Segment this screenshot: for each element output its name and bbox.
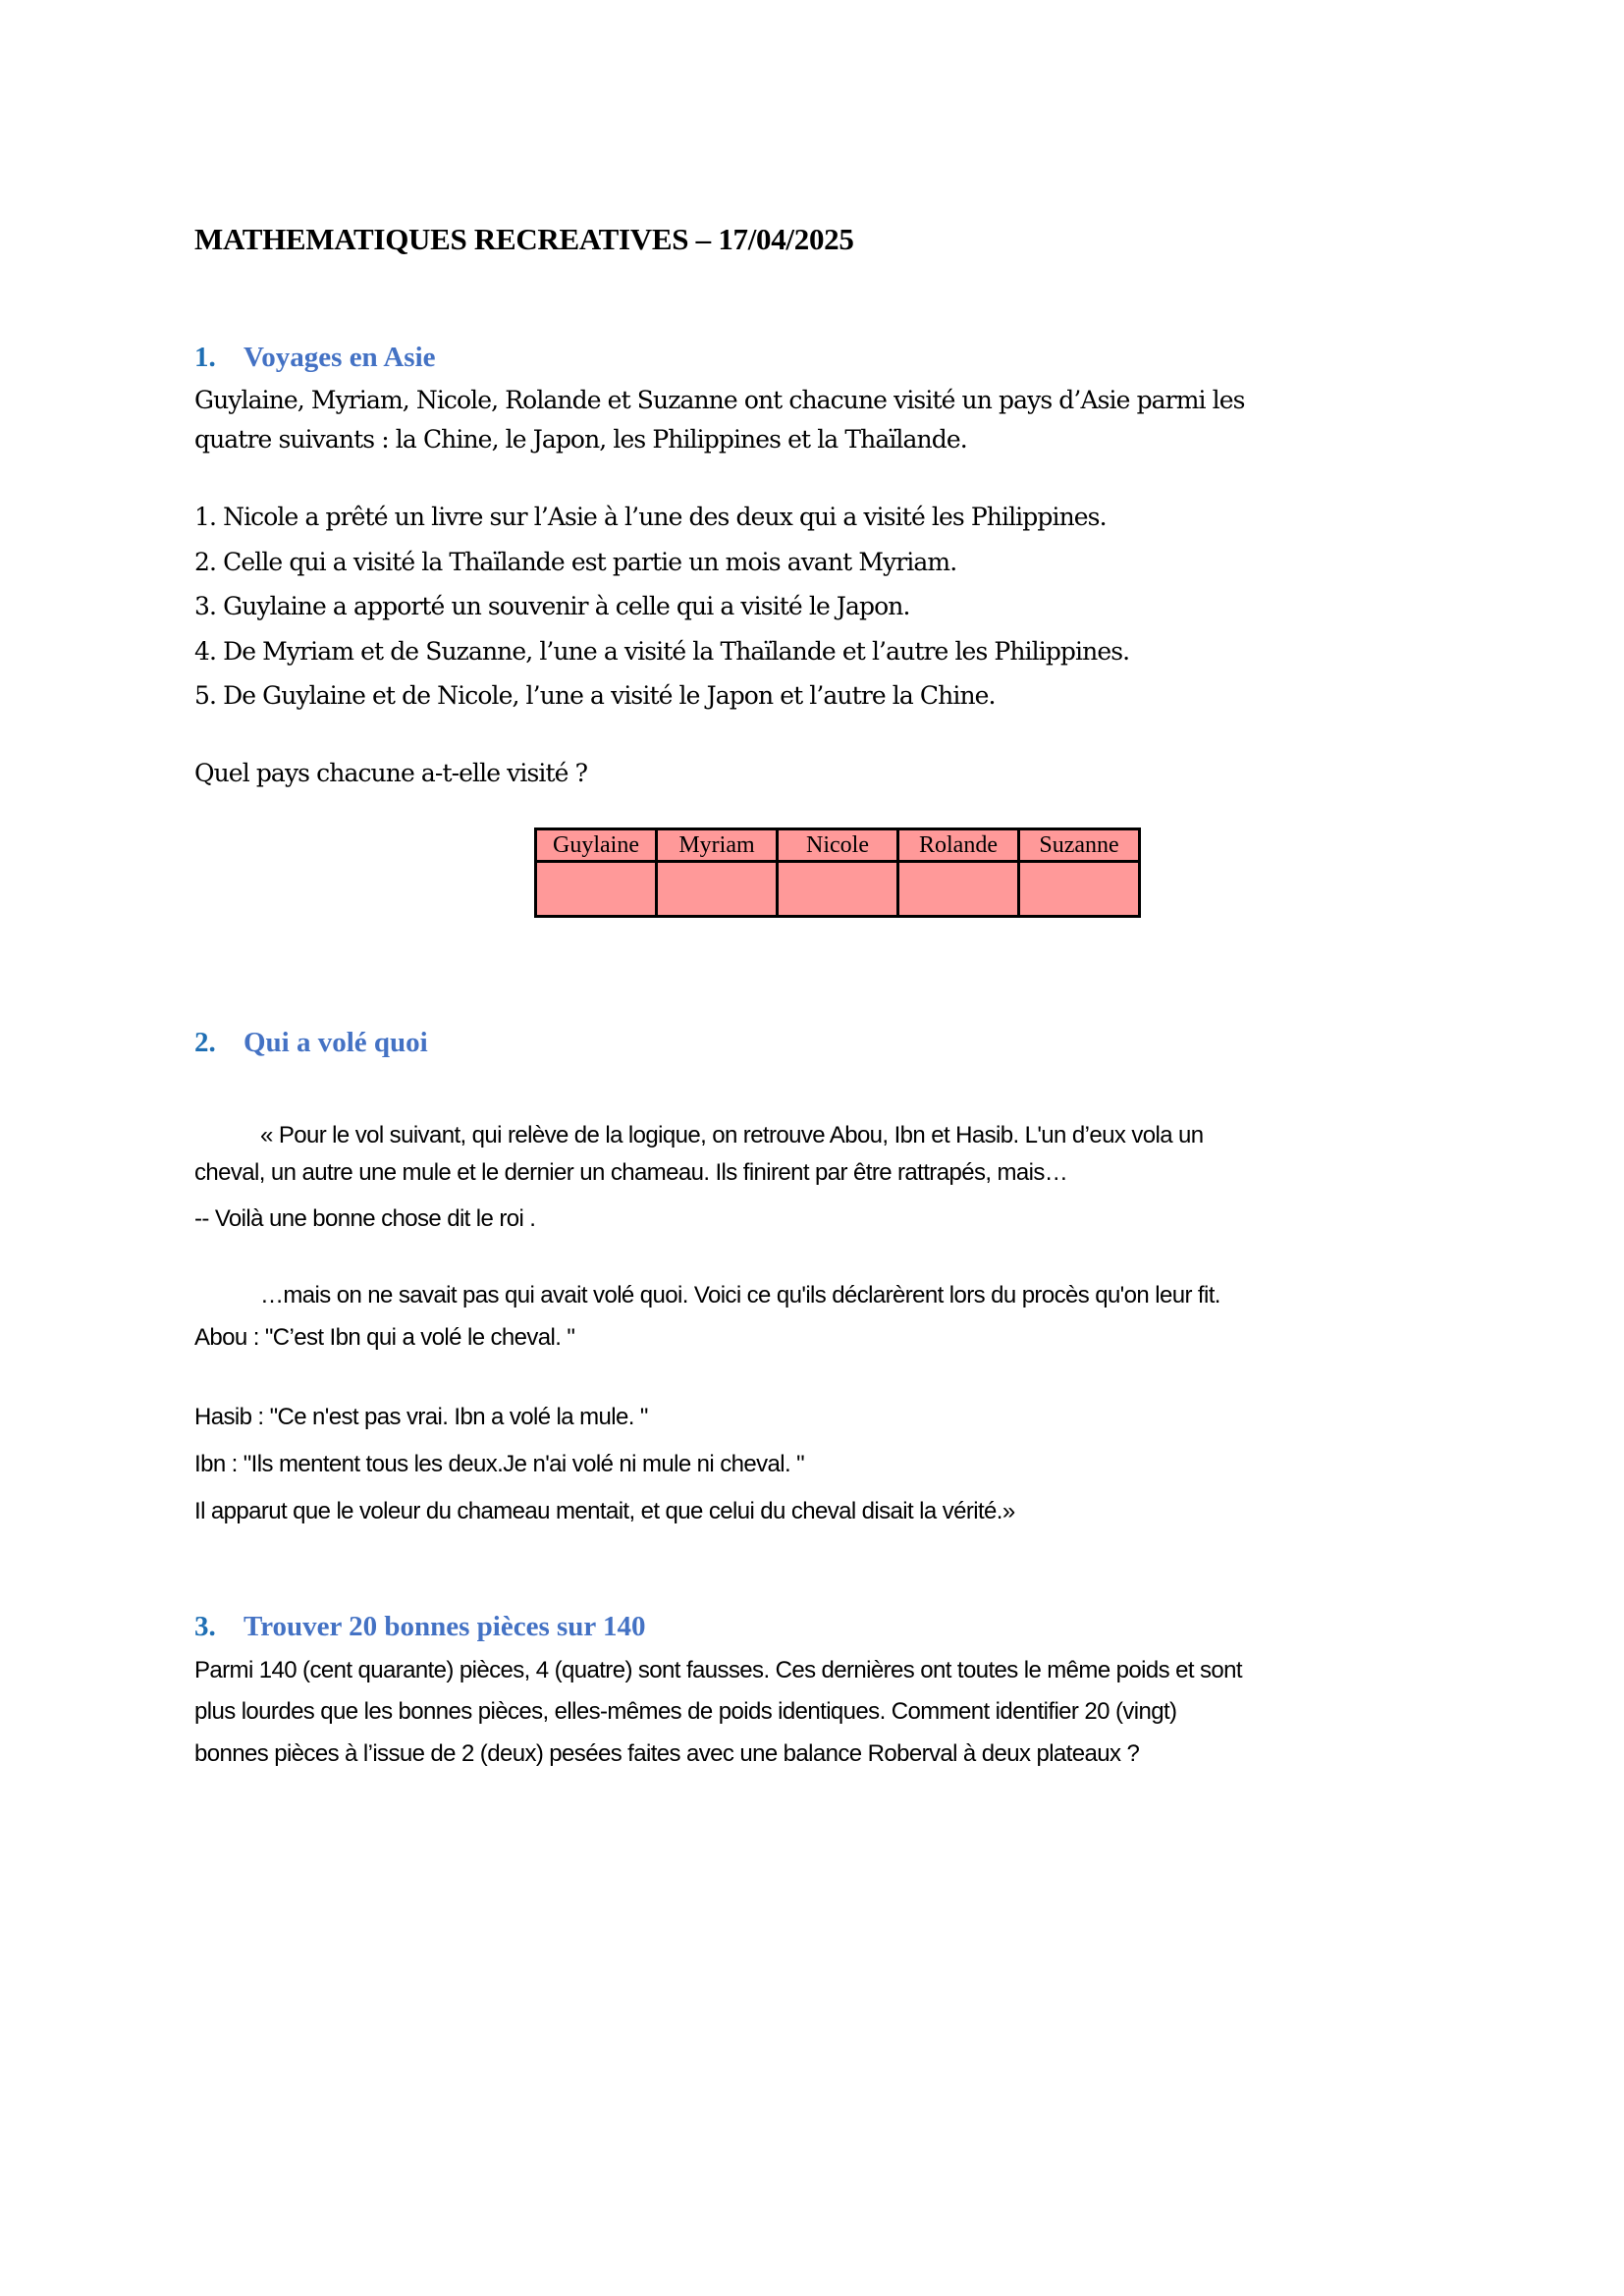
intro-line: Guylaine, Myriam, Nicole, Rolande et Suzanne ont chacune visité un pays d’Asie parmi les bbox=[194, 386, 1245, 414]
problem-line: Parmi 140 (cent quarante) pièces, 4 (quatre) sont fausses. Ces dernières ont toutes le même poids et sont bbox=[194, 1657, 1242, 1683]
question-text: Quel pays chacune a-t-elle visité ? bbox=[194, 759, 588, 787]
clue-item: 3. Guylaine a apporté un souvenir à celle qui a visité le Japon. bbox=[194, 592, 910, 620]
story-line: …mais on ne savait pas qui avait volé quoi. Voici ce qu'ils déclarèrent lors du procès qu'on leur fit. bbox=[260, 1282, 1220, 1308]
problem-line: bonnes pièces à l’issue de 2 (deux) pesées faites avec une balance Roberval à deux plateaux ? bbox=[194, 1740, 1140, 1767]
section-3-heading bbox=[194, 1611, 646, 1643]
clue-item: 1. Nicole a prêté un livre sur l’Asie à l’une des deux qui a visité les Philippines. bbox=[194, 503, 1107, 531]
statement-hasib: Hasib : "Ce n'est pas vrai. Ibn a volé la mule. " bbox=[194, 1404, 648, 1430]
section-number: 1. bbox=[194, 342, 216, 373]
answer-table bbox=[534, 828, 1141, 918]
table-answer-row bbox=[536, 862, 1140, 917]
statement-ibn: Ibn : "Ils mentent tous les deux.Je n'ai volé ni mule ni cheval. " bbox=[194, 1451, 805, 1477]
header-cell: Nicole bbox=[778, 829, 898, 862]
answer-cell bbox=[898, 862, 1019, 917]
section-title: Qui a volé quoi bbox=[244, 1027, 428, 1058]
section-title: Voyages en Asie bbox=[244, 342, 436, 373]
story-line: cheval, un autre une mule et le dernier un chameau. Ils finirent par être rattrapés, mais… bbox=[194, 1159, 1068, 1186]
section-number: 3. bbox=[194, 1611, 216, 1642]
section-title: Trouver 20 bonnes pièces sur 140 bbox=[244, 1611, 646, 1642]
answer-cell bbox=[778, 862, 898, 917]
document-title: MATHEMATIQUES RECREATIVES – 17/04/2025 bbox=[194, 222, 854, 256]
section-number: 2. bbox=[194, 1027, 216, 1058]
intro-line: quatre suivants : la Chine, le Japon, les Philippines et la Thaïlande. bbox=[194, 425, 967, 454]
statement-abou: Abou : "C’est Ibn qui a volé le cheval. " bbox=[194, 1324, 575, 1351]
story-conclusion: Il apparut que le voleur du chameau mentait, et que celui du cheval disait la vérité.» bbox=[194, 1498, 1015, 1524]
header-cell: Guylaine bbox=[536, 829, 657, 862]
table-header-row bbox=[536, 829, 1140, 862]
header-cell: Rolande bbox=[898, 829, 1019, 862]
answer-cell bbox=[657, 862, 778, 917]
header-cell: Myriam bbox=[657, 829, 778, 862]
clue-item: 5. De Guylaine et de Nicole, l’une a visité le Japon et l’autre la Chine. bbox=[194, 681, 996, 710]
answer-cell bbox=[1019, 862, 1140, 917]
problem-line: plus lourdes que les bonnes pièces, elles-mêmes de poids identiques. Comment identifier 20 (vingt) bbox=[194, 1698, 1177, 1725]
clue-item: 4. De Myriam et de Suzanne, l’une a visité la Thaïlande et l’autre les Philippines. bbox=[194, 637, 1130, 666]
story-line: « Pour le vol suivant, qui relève de la logique, on retrouve Abou, Ibn et Hasib. L'un d’eux vola un bbox=[260, 1122, 1204, 1148]
answer-cell bbox=[536, 862, 657, 917]
story-line: -- Voilà une bonne chose dit le roi . bbox=[194, 1205, 536, 1232]
header-cell: Suzanne bbox=[1019, 829, 1140, 862]
section-1-heading bbox=[194, 342, 436, 374]
section-2-heading bbox=[194, 1027, 428, 1059]
clue-item: 2. Celle qui a visité la Thaïlande est partie un mois avant Myriam. bbox=[194, 548, 957, 576]
